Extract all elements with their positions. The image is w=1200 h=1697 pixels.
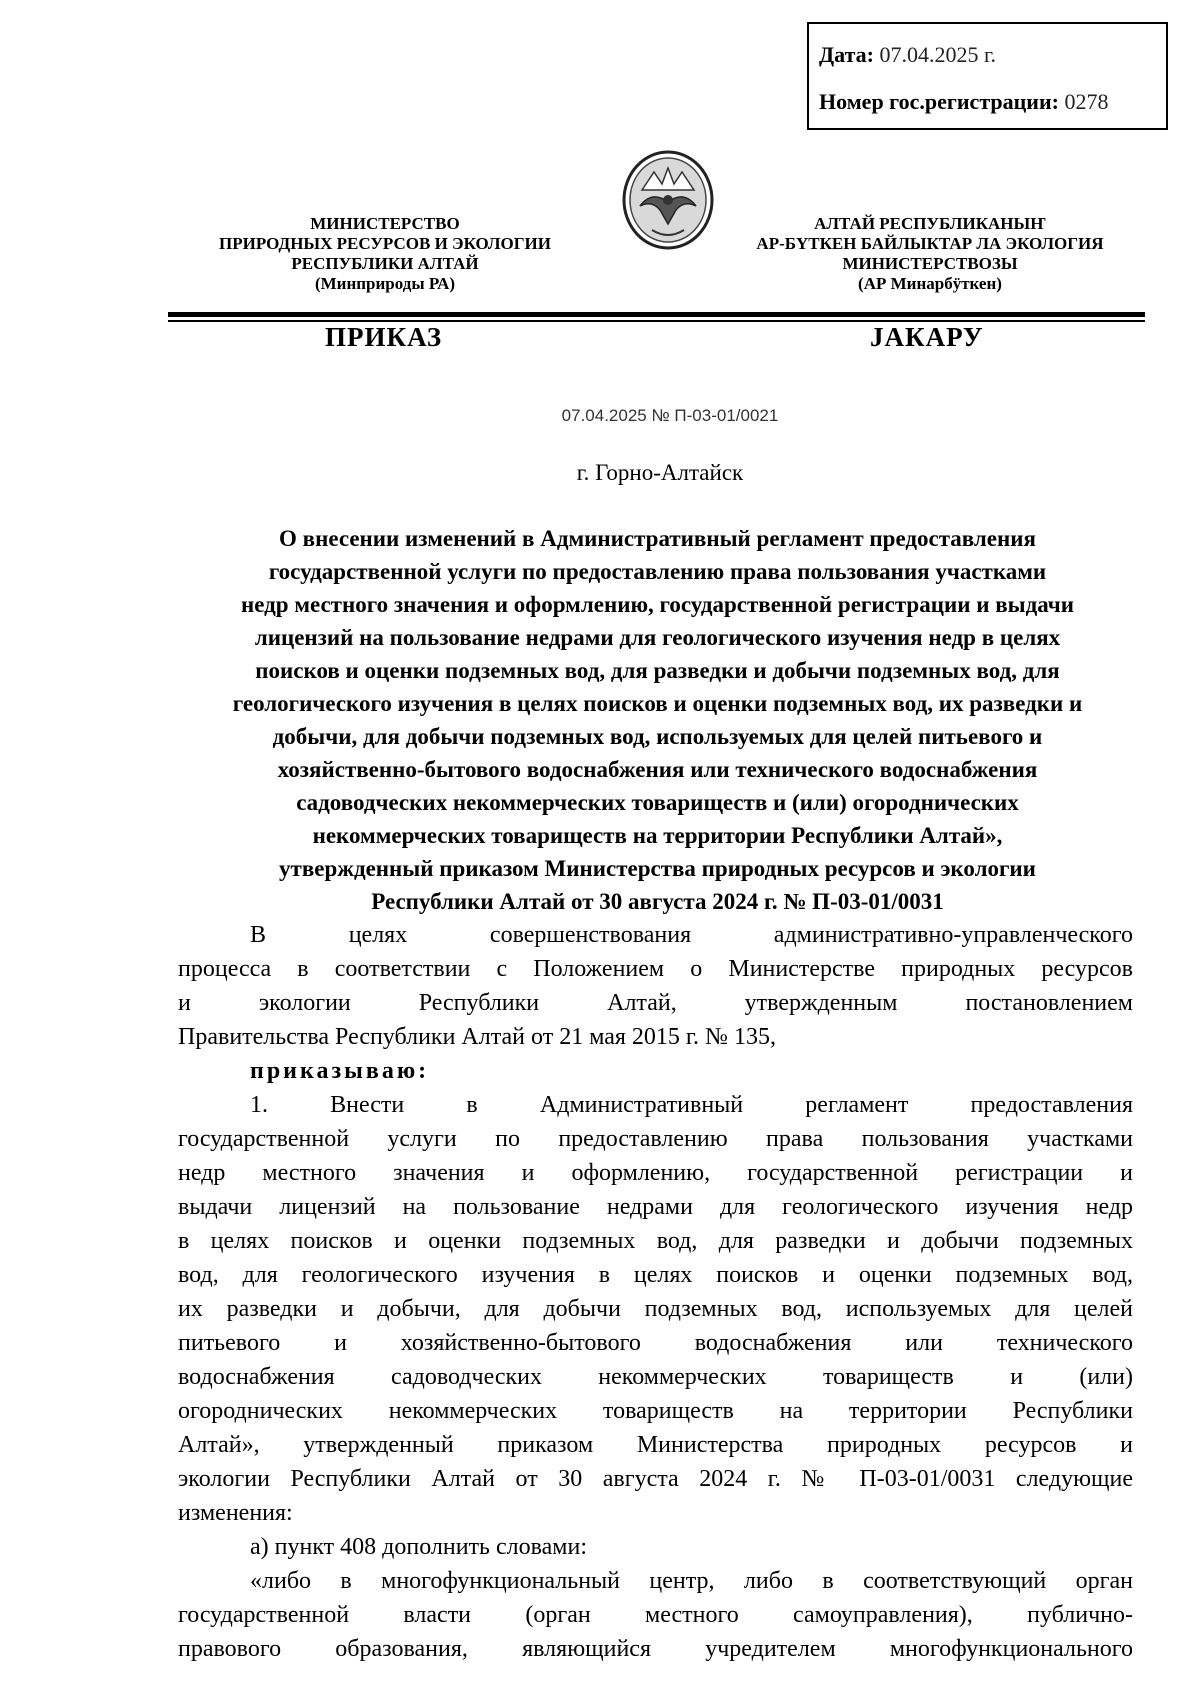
ministry-name-line: МИНИСТЕРСТВО (310, 214, 460, 233)
city-name: г. Горно-Алтайск (576, 460, 744, 485)
title-line: добычи, для добычи подземных вод, используемых для целей питьевого и (272, 724, 1043, 749)
item1-line: 1. Внести в Административный регламент предоставления (250, 1092, 1133, 1118)
preamble-line: и экологии Республики Алтай, утвержденным постановлением (178, 990, 1133, 1016)
preamble-line: В целях совершенствования административно-управленческого (250, 922, 1133, 948)
item1-line: государственной услуги по предоставлению права пользования участками (178, 1126, 1133, 1152)
document-number: 07.04.2025 № П-03-01/0021 (561, 406, 779, 425)
registration-date (819, 42, 996, 68)
preamble-line: Правительства Республики Алтай от 21 мая 2015 г. № 135, (178, 1024, 776, 1050)
title-line: недр местного значения и оформлению, государственной регистрации и выдачи (240, 592, 1075, 617)
item1-line: огороднических некоммерческих товариществ на территории Республики (178, 1398, 1133, 1424)
registration-date-value: 07.04.2025 г. (879, 42, 997, 67)
registration-number-value: 0278 (1064, 89, 1109, 114)
item1-line: вод, для геологического изучения в целях поисков и оценки подземных вод, (178, 1262, 1133, 1288)
item1-line: изменения: (178, 1500, 293, 1526)
document-body (178, 918, 1133, 1666)
ministry-name-altai (735, 214, 1125, 294)
title-line: хозяйственно-бытового водоснабжения или технического водоснабжения (277, 757, 1038, 782)
item1-line: в целях поисков и оценки подземных вод, для разведки и добычи подземных (178, 1228, 1133, 1254)
ministry-name-line: МИНИСТЕРСТВОЗЫ (842, 254, 1018, 273)
order-command: приказываю: (250, 1058, 430, 1084)
ministry-name-line: (Минприроды РА) (314, 274, 456, 293)
title-line: государственной услуги по предоставлению права пользования участками (268, 559, 1047, 584)
item1-line: питьевого и хозяйственно-бытового водоснабжения или технического (178, 1330, 1133, 1356)
coat-of-arms-emblem-icon (622, 150, 714, 250)
item1-line: Алтай», утвержденный приказом Министерства природных ресурсов и (178, 1432, 1133, 1458)
quote-line: правового образования, являющийся учредителем многофункционального (178, 1636, 1133, 1662)
item1-line: недр местного значения и оформлению, государственной регистрации и (178, 1160, 1133, 1186)
title-line: геологического изучения в целях поисков и оценки подземных вод, их разведки и (232, 691, 1083, 716)
ministry-name-line: АР-БҮТКЕН БАЙЛЫКТАР ЛА ЭКОЛОГИЯ (756, 234, 1104, 253)
item1-line: экологии Республики Алтай от 30 августа 2024 г. № П-03-01/0031 следующие (178, 1466, 1133, 1492)
title-line: Республики Алтай от 30 августа 2024 г. № П-03-01/0031 (371, 889, 944, 914)
document-title (175, 522, 1140, 918)
order-title-russian: ПРИКАЗ (325, 322, 443, 352)
quote-line: государственной власти (орган местного самоуправления), публично- (178, 1602, 1133, 1628)
item1-line: выдачи лицензий на пользование недрами для геологического изучения недр (178, 1194, 1133, 1220)
registration-number-label: Номер гос.регистрации: (819, 89, 1059, 114)
quote-line: «либо в многофункциональный центр, либо в соответствующий орган (250, 1568, 1133, 1594)
title-line: лицензий на пользование недрами для геологического изучения недр в целях (254, 625, 1061, 650)
title-line: поисков и оценки подземных вод, для разведки и добычи подземных вод, для (255, 658, 1060, 683)
header-divider-thick (168, 312, 1145, 317)
order-title-altai: JАКАРУ (870, 322, 984, 352)
ministry-name-line: (АР Минарбӱткен) (858, 274, 1002, 293)
item1-line: их разведки и добычи, для добычи подземных вод, используемых для целей (178, 1296, 1133, 1322)
ministry-name-line: РЕСПУБЛИКИ АЛТАЙ (291, 254, 479, 273)
ministry-name-russian (195, 214, 575, 294)
registration-stamp (807, 22, 1168, 130)
registration-date-label: Дата: (819, 42, 874, 67)
item1-line: водоснабжения садоводческих некоммерческих товариществ и (или) (178, 1364, 1133, 1390)
subitem-a: а) пункт 408 дополнить словами: (250, 1534, 587, 1560)
title-line: утвержденный приказом Министерства природных ресурсов и экологии (279, 856, 1036, 881)
ministry-name-line: АЛТАЙ РЕСПУБЛИКАНЫҤ (814, 214, 1046, 233)
header-divider-thin (168, 320, 1145, 322)
title-line: садоводческих некоммерческих товариществ и (или) огороднических (296, 790, 1019, 815)
preamble-line: процесса в соответствии с Положением о Министерстве природных ресурсов (178, 956, 1133, 982)
registration-number (819, 89, 1108, 115)
ministry-name-line: ПРИРОДНЫХ РЕСУРСОВ И ЭКОЛОГИИ (219, 234, 551, 253)
title-line: О внесении изменений в Административный регламент предоставления (279, 526, 1036, 551)
title-line: некоммерческих товариществ на территории Республики Алтай», (312, 823, 1003, 848)
